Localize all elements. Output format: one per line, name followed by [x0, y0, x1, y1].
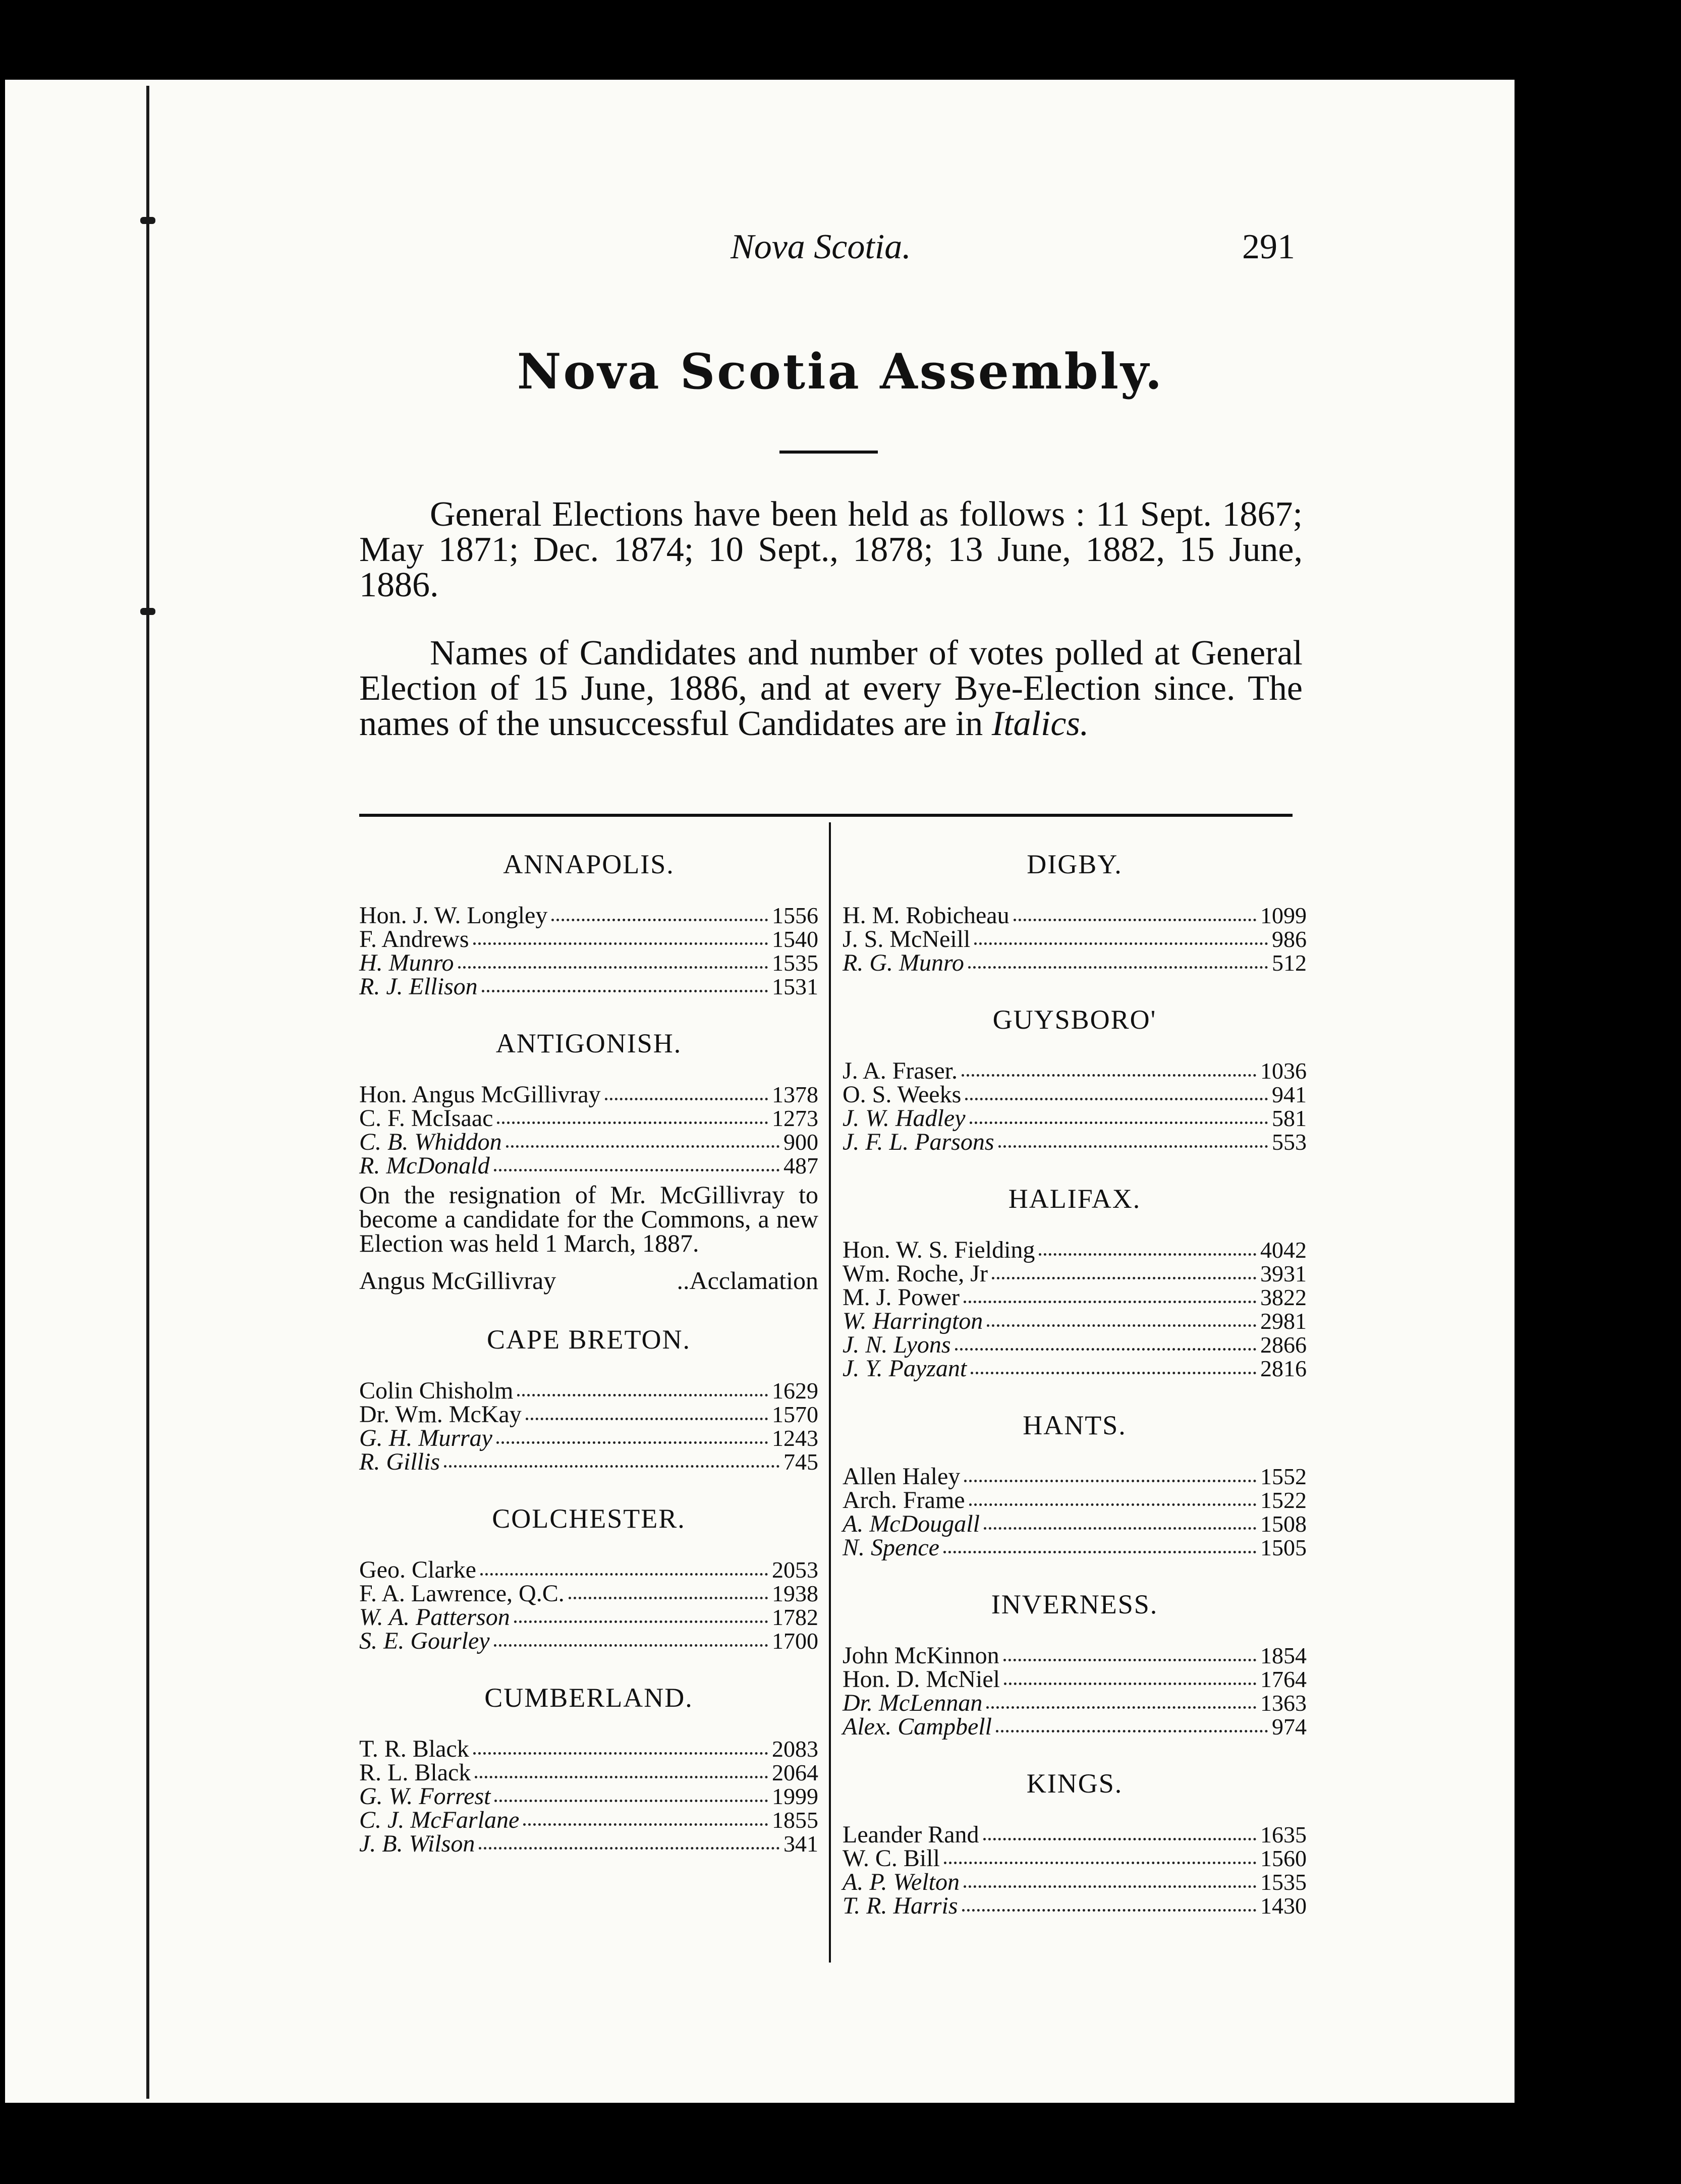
candidate-name: S. E. Gourley [359, 1628, 490, 1654]
candidate-name: H. Munro [359, 949, 454, 976]
candidate-name: R. L. Black [359, 1759, 471, 1786]
vote-count: 2083 [772, 1736, 818, 1762]
vote-count: 1243 [772, 1425, 818, 1451]
county-heading: GUYSBORO' [992, 1004, 1157, 1035]
candidate-name: J. S. McNeill [843, 926, 971, 953]
vote-count: 1430 [1260, 1893, 1307, 1919]
candidate-name: G. H. Murray [359, 1425, 492, 1451]
leader-dots [962, 1909, 1257, 1912]
candidate-name: O. S. Weeks [843, 1081, 962, 1108]
leader-dots [969, 1503, 1256, 1506]
leader-dots [965, 1097, 1268, 1100]
candidate-row [843, 1667, 1307, 1691]
candidate-row [843, 1512, 1307, 1536]
candidate-name: C. B. Whiddon [359, 1129, 502, 1155]
vote-count: 1531 [772, 974, 818, 999]
vote-count: 974 [1272, 1714, 1307, 1740]
county-heading: INVERNESS. [991, 1589, 1158, 1619]
vote-count: 1938 [772, 1581, 818, 1606]
acclamation-label: ..Acclamation [677, 1266, 818, 1295]
vote-count: 1629 [772, 1378, 818, 1404]
leader-dots [998, 1145, 1268, 1148]
leader-dots [475, 1775, 768, 1778]
vote-count: 1570 [772, 1402, 818, 1427]
leader-dots [605, 1097, 768, 1100]
candidate-name: John McKinnon [843, 1642, 999, 1669]
vote-count: 1855 [772, 1807, 818, 1833]
vote-count: 2064 [772, 1760, 818, 1785]
candidate-row [843, 1715, 1307, 1739]
right-column [843, 848, 1307, 1946]
vote-count: 2053 [772, 1557, 818, 1583]
candidate-row [843, 904, 1307, 927]
candidate-row [359, 1761, 818, 1784]
candidate-name: A. P. Welton [843, 1869, 960, 1895]
vote-count: 1099 [1260, 903, 1307, 928]
leader-dots [971, 1371, 1256, 1374]
vote-count: 581 [1272, 1105, 1307, 1131]
candidate-row [843, 1644, 1307, 1667]
vote-count: 1552 [1260, 1464, 1307, 1489]
candidate-name: T. R. Black [359, 1735, 469, 1762]
candidate-row [359, 1582, 818, 1605]
acclamation-row [359, 1266, 818, 1295]
leader-dots [1003, 1658, 1256, 1661]
candidate-name: W. C. Bill [843, 1845, 940, 1872]
left-column [359, 848, 818, 1884]
candidate-name: Arch. Frame [843, 1487, 965, 1514]
candidate-name: J. A. Fraser. [843, 1057, 958, 1084]
leader-dots [1014, 918, 1256, 921]
county-cape-breton [359, 1323, 818, 1474]
leader-dots [496, 1441, 768, 1444]
candidate-name: C. F. McIsaac [359, 1105, 493, 1132]
leader-dots [444, 1465, 779, 1468]
candidate-row [843, 1691, 1307, 1715]
leader-dots [992, 1276, 1256, 1279]
leader-dots [523, 1823, 768, 1826]
candidate-name: H. M. Robicheau [843, 902, 1010, 929]
county-antigonish [359, 1027, 818, 1295]
leader-dots [480, 1573, 768, 1576]
candidate-row [359, 1426, 818, 1450]
candidate-name: J. W. Hadley [843, 1105, 966, 1132]
column-divider [829, 822, 831, 1963]
vote-count: 1635 [1260, 1822, 1307, 1847]
candidate-row [843, 1083, 1307, 1106]
candidate-name: Hon. J. W. Longley [359, 902, 548, 929]
vote-count: 900 [783, 1129, 818, 1155]
vote-count: 2866 [1260, 1332, 1307, 1358]
candidate-name: G. W. Forrest [359, 1783, 491, 1810]
candidate-row [843, 1846, 1307, 1870]
candidate-name: Hon. Angus McGillivray [359, 1081, 601, 1108]
candidate-name: Dr. Wm. McKay [359, 1401, 522, 1428]
vote-count: 986 [1272, 926, 1307, 952]
vote-count: 553 [1272, 1129, 1307, 1155]
county-colchester [359, 1502, 818, 1653]
vote-count: 1560 [1260, 1845, 1307, 1871]
leader-dots [996, 1729, 1268, 1732]
vote-count: 487 [783, 1153, 818, 1179]
county-heading: HANTS. [1023, 1410, 1127, 1440]
vote-count: 1535 [772, 950, 818, 976]
candidate-row [359, 1784, 818, 1808]
candidate-row [843, 1894, 1307, 1918]
vote-count: 1782 [772, 1604, 818, 1630]
binding-notch [140, 608, 155, 615]
candidate-row [359, 1808, 818, 1832]
title-rule [779, 451, 878, 454]
candidate-row [359, 904, 818, 927]
candidate-row [843, 1106, 1307, 1130]
candidate-row [843, 1333, 1307, 1357]
vote-count: 3931 [1260, 1261, 1307, 1286]
leader-dots [1004, 1682, 1256, 1685]
acclamation-name: Angus McGillivray [359, 1266, 556, 1295]
leader-dots [494, 1168, 779, 1171]
candidate-name: N. Spence [843, 1534, 939, 1561]
candidate-row [843, 1488, 1307, 1512]
candidate-row [359, 1106, 818, 1130]
vote-count: 1700 [772, 1628, 818, 1654]
candidate-name: J. Y. Payzant [843, 1355, 967, 1382]
table-top-rule [359, 814, 1293, 817]
leader-dots [458, 966, 768, 969]
leader-dots [964, 1300, 1256, 1303]
candidate-row [359, 1083, 818, 1106]
county-cumberland [359, 1681, 818, 1856]
leader-dots [473, 942, 768, 945]
candidate-row [359, 1403, 818, 1426]
leader-dots [1039, 1253, 1256, 1256]
candidate-name: R. J. Ellison [359, 973, 478, 1000]
county-guysboro [843, 1003, 1307, 1154]
candidate-name: Wm. Roche, Jr [843, 1260, 988, 1287]
county-heading: COLCHESTER. [492, 1503, 686, 1534]
vote-count: 1508 [1260, 1511, 1307, 1537]
candidate-row [843, 1870, 1307, 1894]
candidate-row [843, 1238, 1307, 1262]
candidate-row [843, 1465, 1307, 1488]
candidate-name: Dr. McLennan [843, 1690, 983, 1716]
leader-dots [514, 1620, 768, 1623]
candidate-name: Geo. Clarke [359, 1556, 476, 1583]
vote-count: 1854 [1260, 1643, 1307, 1668]
leader-dots [479, 1846, 779, 1850]
leader-dots [974, 942, 1268, 945]
leader-dots [482, 989, 768, 992]
vote-count: 1378 [772, 1082, 818, 1107]
leader-dots [494, 1644, 768, 1647]
candidate-name: M. J. Power [843, 1284, 960, 1311]
leader-dots [944, 1861, 1256, 1864]
vote-count: 1764 [1260, 1666, 1307, 1692]
candidate-name: Colin Chisholm [359, 1377, 514, 1404]
leader-dots [569, 1596, 768, 1599]
leader-dots [970, 1121, 1268, 1124]
leader-dots [964, 1885, 1256, 1888]
candidate-row [359, 1832, 818, 1856]
county-heading: CAPE BRETON. [486, 1324, 691, 1355]
county-inverness [843, 1588, 1307, 1739]
candidate-name: W. Harrington [843, 1308, 983, 1334]
candidate-name: J. N. Lyons [843, 1331, 951, 1358]
binding-notch [140, 217, 155, 224]
candidate-row [359, 1450, 818, 1474]
candidate-row [359, 975, 818, 998]
leader-dots [986, 1706, 1256, 1709]
county-halifax [843, 1182, 1307, 1380]
leader-dots [964, 1479, 1256, 1482]
vote-count: 1540 [772, 926, 818, 952]
vote-count: 3822 [1260, 1284, 1307, 1310]
county-annapolis [359, 848, 818, 998]
vote-count: 2816 [1260, 1356, 1307, 1381]
county-heading: DIGBY. [1027, 849, 1123, 879]
bye-election-note: On the resignation of Mr. McGillivray to become a candidate for the Commons, a new Election was held 1 March, 1887. [359, 1181, 818, 1257]
candidate-name: J. B. Wilson [359, 1830, 475, 1857]
candidate-name: Alex. Campbell [843, 1713, 992, 1740]
candidate-row [359, 1154, 818, 1178]
candidate-row [843, 951, 1307, 975]
vote-count: 2981 [1260, 1308, 1307, 1334]
candidate-name: F. A. Lawrence, Q.C. [359, 1580, 565, 1607]
vote-count: 1535 [1260, 1869, 1307, 1895]
candidate-row [359, 951, 818, 975]
vote-count: 341 [783, 1831, 818, 1857]
vote-count: 1522 [1260, 1487, 1307, 1513]
candidate-row [843, 1059, 1307, 1083]
candidate-row [843, 1357, 1307, 1380]
candidate-name: Leander Rand [843, 1821, 979, 1848]
candidate-name: W. A. Patterson [359, 1604, 510, 1631]
candidate-name: R. Gillis [359, 1448, 440, 1475]
leader-dots [506, 1145, 779, 1148]
candidate-row [359, 1605, 818, 1629]
page-number: 291 [1242, 228, 1295, 266]
leader-dots [494, 1799, 768, 1802]
candidate-name: J. F. L. Parsons [843, 1129, 994, 1155]
county-hants [843, 1409, 1307, 1559]
candidate-name: R. McDonald [359, 1152, 490, 1179]
leader-dots [984, 1527, 1256, 1530]
leader-dots [955, 1348, 1256, 1351]
vote-count: 512 [1272, 950, 1307, 976]
county-heading: CUMBERLAND. [484, 1683, 693, 1713]
candidate-row [843, 1536, 1307, 1559]
candidate-name: Hon. D. McNiel [843, 1666, 1000, 1693]
candidate-row [359, 1130, 818, 1154]
leader-dots [962, 1074, 1256, 1077]
county-kings [843, 1767, 1307, 1918]
leader-dots [526, 1417, 768, 1420]
italics-word: Italics. [991, 704, 1089, 743]
candidate-name: A. McDougall [843, 1510, 980, 1537]
candidate-name: T. R. Harris [843, 1892, 958, 1919]
vote-count: 1363 [1260, 1690, 1307, 1716]
candidate-row [843, 1309, 1307, 1333]
candidate-row [359, 927, 818, 951]
county-heading: ANTIGONISH. [495, 1028, 682, 1058]
candidate-name: R. G. Munro [843, 949, 964, 976]
candidate-name: C. J. McFarlane [359, 1807, 520, 1833]
candidate-name: F. Andrews [359, 926, 469, 953]
candidate-row [359, 1379, 818, 1403]
county-digby [843, 848, 1307, 975]
leader-dots [987, 1324, 1256, 1327]
leader-dots [983, 1837, 1256, 1840]
leader-dots [968, 966, 1268, 969]
county-heading: ANNAPOLIS. [503, 849, 675, 879]
candidate-name: Allen Haley [843, 1463, 961, 1490]
candidate-row [843, 1130, 1307, 1154]
candidates-intro-text: Names of Candidates and number of votes polled at General Election of 15 June, 1886, and at every Bye-Election since. The names of the unsuccessful Candidates are in [359, 634, 1303, 743]
candidate-row [843, 927, 1307, 951]
leader-dots [551, 918, 768, 921]
leader-dots [473, 1752, 768, 1755]
leader-dots [497, 1121, 768, 1124]
vote-count: 941 [1272, 1082, 1307, 1107]
candidate-row [843, 1262, 1307, 1285]
vote-count: 1505 [1260, 1535, 1307, 1560]
leader-dots [943, 1550, 1256, 1553]
vote-count: 1273 [772, 1105, 818, 1131]
candidate-row [843, 1285, 1307, 1309]
vote-count: 1036 [1260, 1058, 1307, 1084]
candidate-name: Hon. W. S. Fielding [843, 1237, 1035, 1263]
running-title: Nova Scotia. [731, 228, 911, 266]
candidate-row [843, 1823, 1307, 1846]
county-heading: KINGS. [1026, 1768, 1123, 1799]
candidate-row [359, 1629, 818, 1653]
candidates-paragraph [359, 636, 1303, 742]
leader-dots [517, 1393, 768, 1396]
page-title: Nova Scotia Assembly. [517, 343, 1164, 400]
candidate-row [359, 1558, 818, 1582]
vote-count: 1999 [772, 1783, 818, 1809]
vote-count: 1556 [772, 903, 818, 928]
elections-paragraph: General Elections have been held as follows : 11 Sept. 1867; May 1871; Dec. 1874; 10 Sept., 1878; 13 June, 1882, 15 June, 1886. [359, 495, 1303, 604]
candidate-row [359, 1737, 818, 1761]
county-heading: HALIFAX. [1008, 1184, 1141, 1214]
vote-count: 745 [783, 1449, 818, 1475]
vote-count: 4042 [1260, 1237, 1307, 1263]
